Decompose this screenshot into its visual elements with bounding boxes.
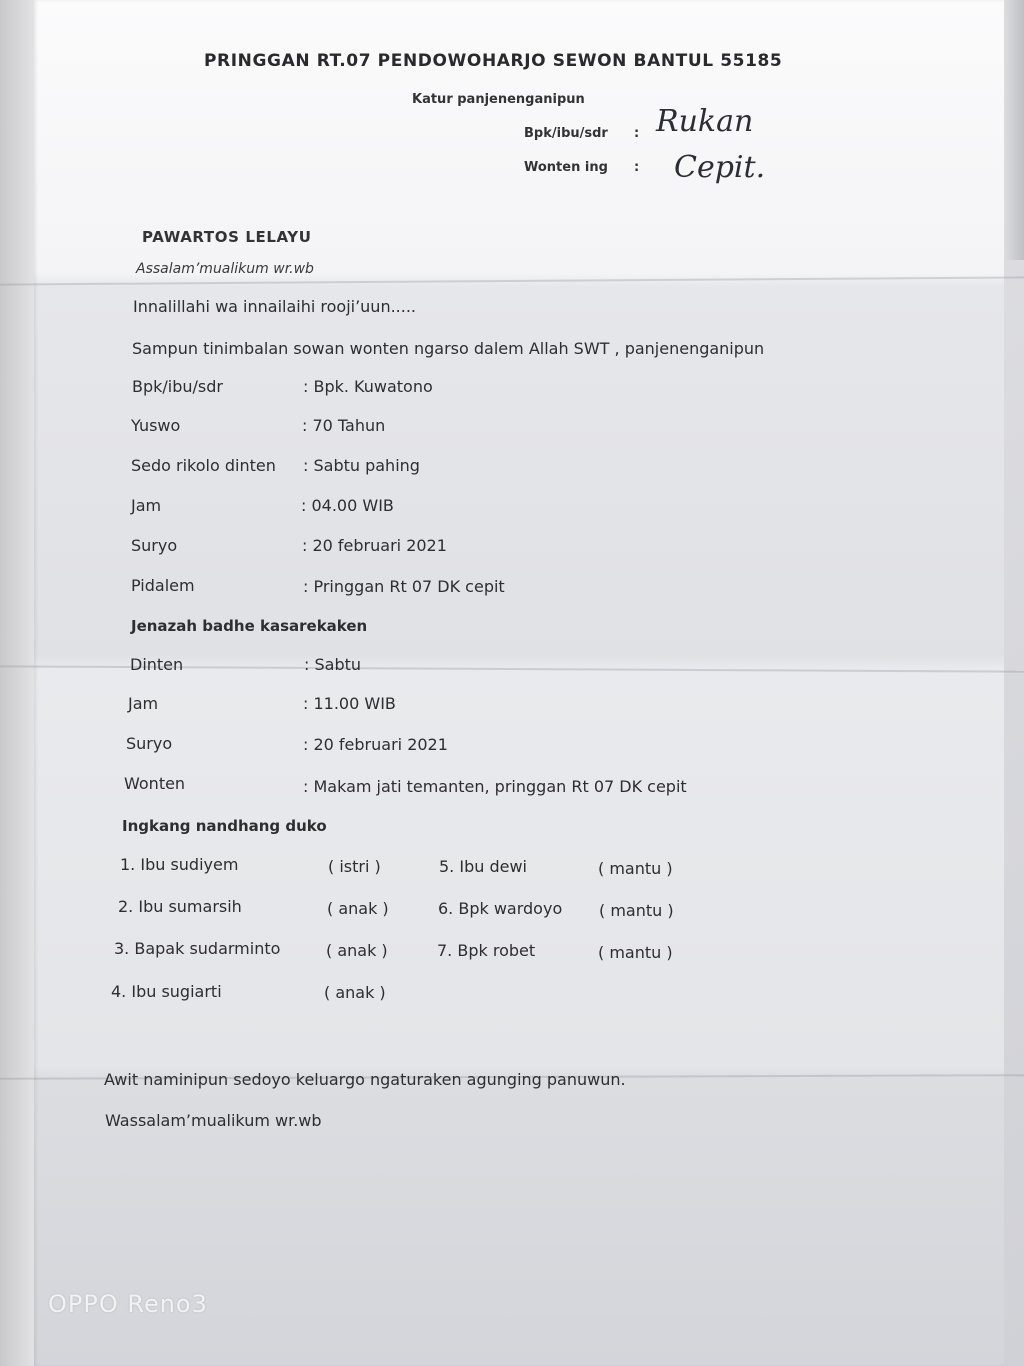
burial-label: Wonten [124, 774, 186, 793]
recipient-separator: : [634, 126, 640, 141]
table-edge-left [0, 0, 34, 1366]
family-member-relation: ( istri ) [328, 857, 381, 876]
family-member-relation: ( anak ) [326, 941, 388, 960]
detail-label: Suryo [131, 536, 178, 555]
location-handwritten: Cepit. [674, 150, 766, 185]
family-member-name: 5. Ibu dewi [439, 857, 527, 876]
family-member-relation: ( mantu ) [598, 943, 673, 962]
detail-value: : Pringgan Rt 07 DK cepit [303, 577, 505, 596]
burial-label: Dinten [130, 655, 184, 674]
intro-line: Sampun tinimbalan sowan wonten ngarso dalem Allah SWT , panjenenganipun [132, 339, 765, 358]
family-member-name: 3. Bapak sudarminto [114, 939, 281, 958]
detail-label: Yuswo [131, 416, 181, 435]
detail-label: Pidalem [131, 576, 195, 595]
burial-label: Jam [128, 694, 159, 713]
letter-paper [34, 0, 1004, 1366]
recipient-handwritten: Rukan [656, 104, 754, 139]
burial-value: : Sabtu [304, 655, 362, 674]
burial-heading: Jenazah badhe kasarekaken [131, 617, 368, 635]
family-member-relation: ( anak ) [327, 899, 389, 918]
burial-value: : 20 februari 2021 [303, 735, 448, 754]
detail-value: : 20 februari 2021 [302, 536, 447, 555]
family-member-name: 2. Ibu sumarsih [118, 897, 242, 916]
announcement-heading: PAWARTOS LELAYU [142, 228, 312, 246]
family-heading: Ingkang nandhang duko [122, 817, 327, 835]
family-member-relation: ( mantu ) [599, 901, 674, 920]
closing-thanks: Awit naminipun sedoyo keluargo ngaturaken agunging panuwun. [104, 1070, 626, 1089]
opening-line: Innalillahi wa innailaihi rooji’uun..... [133, 297, 417, 316]
location-separator: : [634, 160, 640, 175]
katur-line: Katur panjenenganipun [412, 92, 585, 107]
detail-label: Sedo rikolo dinten [131, 456, 276, 475]
camera-watermark: OPPO Reno3 [48, 1290, 208, 1318]
family-member-relation: ( mantu ) [598, 859, 673, 878]
detail-value: : Sabtu pahing [303, 456, 420, 475]
letter-title: PRINGGAN RT.07 PENDOWOHARJO SEWON BANTUL 55185 [204, 51, 783, 71]
detail-label: Jam [131, 496, 162, 515]
greeting: Assalam’mualikum wr.wb [136, 261, 314, 277]
family-member-name: 6. Bpk wardoyo [438, 899, 563, 918]
family-member-relation: ( anak ) [324, 983, 386, 1002]
detail-label: Bpk/ibu/sdr [132, 377, 223, 396]
family-member-name: 1. Ibu sudiyem [120, 855, 239, 874]
closing-farewell: Wassalam’mualikum wr.wb [105, 1111, 322, 1130]
detail-value: : 04.00 WIB [301, 496, 394, 515]
detail-value: : 70 Tahun [302, 416, 386, 435]
burial-value: : 11.00 WIB [303, 694, 396, 713]
burial-label: Suryo [126, 734, 173, 753]
recipient-label: Bpk/ibu/sdr [524, 126, 608, 141]
burial-value: : Makam jati temanten, pringgan Rt 07 DK cepit [303, 777, 687, 796]
location-label: Wonten ing [524, 160, 608, 175]
detail-value: : Bpk. Kuwatono [303, 377, 433, 396]
family-member-name: 7. Bpk robet [437, 941, 536, 960]
family-member-name: 4. Ibu sugiarti [111, 982, 222, 1001]
